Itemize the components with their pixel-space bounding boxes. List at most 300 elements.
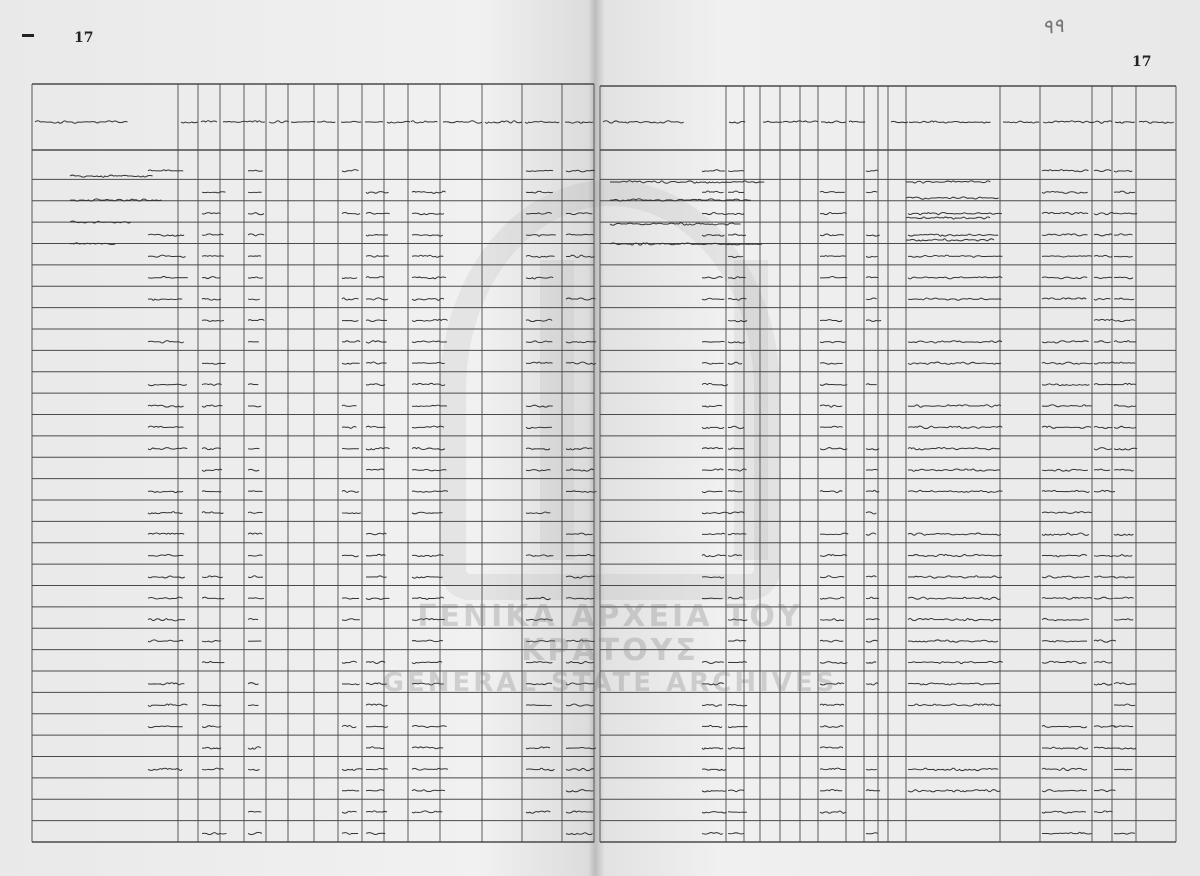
- handwritten-entry: [702, 812, 727, 813]
- handwritten-entry: [702, 725, 722, 727]
- handwritten-entry: [1094, 726, 1116, 728]
- handwritten-entry: [248, 299, 260, 300]
- handwritten-entry: [906, 197, 999, 199]
- handwritten-entry: [1042, 618, 1089, 620]
- handwritten-entry: [908, 298, 1001, 300]
- handwritten-entry: [1042, 790, 1087, 792]
- handwritten-entry: [412, 341, 447, 342]
- handwritten-entry: [148, 576, 185, 578]
- handwritten-entry: [866, 320, 881, 322]
- handwritten-entry: [1094, 448, 1112, 450]
- handwritten-entry: [820, 234, 844, 236]
- handwritten-entry: [342, 490, 359, 492]
- handwritten-entry: [366, 576, 387, 577]
- handwritten-entry: [908, 234, 998, 236]
- handwritten-entry: [728, 448, 744, 449]
- handwritten-entry: [908, 533, 1001, 535]
- handwritten-entry: [148, 512, 182, 514]
- handwritten-entry: [728, 748, 745, 749]
- handwritten-entry: [1114, 191, 1135, 193]
- handwritten-entry: [202, 641, 221, 643]
- handwritten-entry: [1114, 748, 1136, 749]
- handwritten-entry: [908, 362, 1001, 364]
- handwritten-entry: [603, 121, 684, 123]
- handwritten-entry: [526, 768, 554, 770]
- handwritten-entry: [866, 277, 878, 278]
- handwritten-entry: [1042, 811, 1086, 813]
- handwritten-entry: [366, 448, 390, 450]
- handwritten-entry: [728, 833, 744, 834]
- handwritten-entry: [412, 768, 448, 770]
- handwritten-entry: [342, 833, 358, 835]
- handwritten-entry: [1042, 469, 1088, 471]
- handwritten-entry: [1042, 725, 1087, 727]
- handwritten-entry: [728, 426, 744, 428]
- handwritten-entry: [342, 363, 360, 364]
- handwritten-entry: [702, 277, 723, 279]
- handwritten-entry: [566, 362, 596, 364]
- handwritten-entry: [566, 790, 593, 792]
- handwritten-entry: [820, 726, 843, 728]
- handwritten-entry: [728, 171, 744, 172]
- handwritten-entry: [148, 255, 185, 257]
- handwritten-entry: [248, 277, 263, 278]
- handwritten-entry: [366, 192, 389, 194]
- handwritten-entry: [248, 448, 259, 449]
- handwritten-entry: [148, 704, 187, 706]
- handwritten-entry: [412, 298, 444, 300]
- handwritten-entry: [702, 341, 724, 342]
- handwritten-entry: [566, 469, 594, 471]
- handwritten-entry: [202, 213, 221, 214]
- handwritten-entry: [866, 449, 879, 450]
- handwritten-entry: [728, 555, 742, 557]
- handwritten-entry: [1042, 490, 1089, 492]
- handwritten-entry: [1114, 534, 1133, 535]
- handwritten-entry: [909, 121, 991, 123]
- handwritten-entry: [526, 319, 552, 321]
- handwritten-entry: [248, 598, 264, 599]
- handwritten-entry: [866, 256, 877, 257]
- handwritten-entry: [820, 597, 844, 599]
- handwritten-entry: [1094, 661, 1112, 663]
- watermark-greek: ΓΕΝΙΚΑ ΑΡΧΕΙΑ ΤΟΥ ΚΡΑΤΟΥΣ: [417, 599, 803, 668]
- handwritten-entry: [1094, 213, 1114, 215]
- handwritten-entry: [1114, 298, 1134, 300]
- handwritten-entry: [1094, 683, 1112, 685]
- handwritten-entry: [1042, 747, 1088, 749]
- handwritten-entry: [248, 811, 261, 812]
- handwritten-entry: [248, 491, 263, 492]
- handwritten-entry: [148, 234, 184, 236]
- handwritten-entry: [908, 597, 1000, 599]
- handwritten-entry: [412, 213, 444, 215]
- handwritten-entry: [908, 640, 998, 642]
- handwritten-entry: [821, 121, 846, 123]
- handwritten-entry: [1095, 121, 1112, 123]
- handwritten-entry: [702, 405, 722, 407]
- handwritten-entry: [1094, 362, 1115, 364]
- handwritten-entry: [866, 384, 877, 385]
- handwritten-entry: [365, 122, 383, 123]
- handwritten-entry: [525, 121, 559, 123]
- handwritten-entry: [908, 683, 999, 685]
- handwritten-entry: [820, 790, 842, 791]
- handwritten-entry: [366, 811, 387, 812]
- handwritten-entry: [820, 704, 844, 705]
- handwritten-entry: [35, 121, 127, 123]
- handwritten-entry: [820, 256, 845, 257]
- handwritten-entry: [366, 747, 384, 749]
- handwritten-entry: [908, 469, 1000, 471]
- handwritten-entry: [1042, 191, 1088, 193]
- handwritten-entry: [566, 491, 596, 492]
- handwritten-entry: [366, 362, 387, 364]
- handwritten-entry: [148, 619, 185, 621]
- handwritten-entry: [526, 277, 553, 279]
- handwritten-entry: [1114, 213, 1137, 214]
- handwritten-entry: [366, 341, 386, 343]
- handwritten-entry: [820, 320, 842, 322]
- handwritten-entry: [366, 726, 388, 727]
- handwritten-entry: [526, 811, 550, 813]
- handwritten-entry: [248, 512, 263, 513]
- handwritten-entry: [1094, 319, 1114, 320]
- handwritten-entry: [566, 533, 593, 535]
- handwritten-entry: [1042, 554, 1087, 556]
- handwritten-entry: [526, 405, 553, 407]
- handwritten-entry: [411, 121, 437, 123]
- handwritten-entry: [1042, 362, 1093, 364]
- handwritten-entry: [1115, 122, 1135, 123]
- handwritten-entry: [1042, 298, 1086, 299]
- handwritten-entry: [1042, 170, 1088, 172]
- handwritten-entry: [728, 277, 746, 279]
- handwritten-entry: [202, 704, 221, 705]
- handwritten-entry: [866, 833, 878, 834]
- handwritten-entry: [820, 811, 845, 813]
- handwritten-entry: [1094, 556, 1114, 557]
- handwritten-entry: [1094, 640, 1116, 642]
- handwritten-entry: [908, 704, 1001, 706]
- handwritten-entry: [148, 726, 183, 728]
- handwritten-entry: [866, 298, 877, 300]
- handwritten-entry: [202, 277, 221, 279]
- handwritten-entry: [526, 512, 550, 514]
- handwritten-entry: [728, 213, 744, 214]
- handwritten-entry: [248, 319, 264, 320]
- handwritten-entry: [202, 256, 224, 257]
- handwritten-entry: [702, 235, 724, 237]
- left-page-number: 17: [74, 30, 94, 46]
- handwritten-entry: [202, 320, 224, 321]
- handwritten-entry: [526, 427, 552, 428]
- handwritten-entry: [1042, 341, 1089, 343]
- handwritten-entry: [820, 576, 844, 578]
- handwritten-entry: [148, 683, 184, 685]
- handwritten-entry: [366, 469, 384, 470]
- handwritten-entry: [820, 405, 842, 407]
- handwritten-entry: [702, 555, 726, 557]
- handwritten-entry: [526, 341, 552, 343]
- handwritten-entry: [526, 747, 550, 749]
- handwritten-entry: [366, 213, 390, 215]
- handwritten-entry: [1042, 384, 1089, 386]
- handwritten-entry: [728, 512, 744, 514]
- handwritten-entry: [202, 833, 226, 835]
- handwritten-entry: [1114, 320, 1135, 322]
- handwritten-entry: [908, 341, 1002, 343]
- handwritten-entry: [202, 363, 225, 364]
- handwritten-entry: [566, 747, 596, 748]
- handwritten-entry: [148, 299, 182, 300]
- handwritten-entry: [820, 426, 843, 427]
- handwritten-entry: [728, 790, 744, 792]
- handwritten-entry: [412, 512, 443, 514]
- handwritten-entry: [1094, 469, 1110, 470]
- handwritten-entry: [702, 748, 723, 749]
- handwritten-entry: [566, 811, 593, 813]
- handwritten-entry: [1114, 619, 1133, 620]
- handwritten-entry: [908, 576, 1002, 578]
- handwritten-entry: [702, 791, 726, 792]
- handwritten-entry: [908, 768, 998, 770]
- handwritten-entry: [342, 426, 356, 428]
- handwritten-entry: [610, 223, 741, 225]
- handwritten-entry: [1114, 405, 1136, 407]
- handwritten-entry: [906, 217, 990, 219]
- handwritten-entry: [908, 554, 1002, 556]
- handwritten-entry: [202, 405, 222, 407]
- handwritten-entry: [342, 790, 359, 791]
- pencil-annotation: ۹۹: [1040, 12, 1065, 40]
- handwritten-entry: [443, 121, 482, 123]
- handwritten-entry: [1094, 341, 1111, 343]
- handwritten-entry: [148, 448, 187, 450]
- handwritten-entry: [248, 555, 263, 556]
- handwritten-entry: [1042, 832, 1092, 834]
- handwritten-entry: [526, 191, 553, 193]
- handwritten-entry: [248, 683, 258, 685]
- handwritten-entry: [248, 618, 258, 619]
- handwritten-entry: [1042, 597, 1092, 599]
- handwritten-entry: [1042, 576, 1090, 578]
- handwritten-entry: [820, 276, 847, 277]
- handwritten-entry: [908, 790, 1000, 792]
- handwritten-entry: [70, 175, 153, 177]
- handwritten-entry: [908, 255, 1002, 257]
- handwritten-entry: [1042, 234, 1088, 236]
- handwritten-entry: [1139, 121, 1174, 123]
- handwritten-entry: [412, 811, 442, 813]
- handwritten-entry: [866, 597, 879, 599]
- handwritten-entry: [526, 256, 555, 258]
- handwritten-entry: [1114, 448, 1137, 450]
- handwritten-entry: [248, 832, 262, 834]
- handwritten-entry: [702, 383, 728, 385]
- handwritten-entry: [202, 491, 221, 492]
- handwritten-entry: [566, 704, 593, 706]
- handwritten-entry: [202, 726, 221, 728]
- handwritten-entry: [1094, 597, 1113, 599]
- handwritten-entry: [366, 554, 385, 555]
- handwritten-entry: [1114, 683, 1136, 685]
- handwritten-entry: [248, 384, 258, 385]
- handwritten-entry: [412, 747, 443, 749]
- handwritten-entry: [908, 426, 1002, 428]
- handwritten-entry: [412, 235, 443, 236]
- handwritten-entry: [366, 426, 385, 427]
- handwritten-entry: [908, 277, 1002, 279]
- handwritten-entry: [148, 597, 182, 599]
- handwritten-entry: [342, 598, 359, 599]
- handwritten-entry: [866, 191, 877, 192]
- handwritten-entry: [820, 533, 848, 535]
- handwritten-entry: [702, 469, 723, 470]
- handwritten-entry: [728, 491, 743, 492]
- handwritten-entry: [610, 181, 764, 183]
- handwritten-entry: [728, 191, 744, 192]
- handwritten-entry: [702, 427, 724, 428]
- handwritten-entry: [526, 555, 553, 556]
- handwritten-entry: [248, 705, 259, 706]
- handwritten-entry: [248, 533, 262, 534]
- handwritten-entry: [248, 769, 260, 770]
- handwritten-entry: [1042, 768, 1087, 770]
- handwritten-entry: [1094, 747, 1114, 748]
- handwritten-entry: [1114, 277, 1133, 279]
- handwritten-entry: [1042, 661, 1086, 663]
- handwritten-entry: [702, 512, 728, 514]
- handwritten-entry: [247, 121, 265, 122]
- handwritten-entry: [891, 121, 908, 122]
- handwritten-entry: [702, 577, 724, 578]
- handwritten-entry: [526, 170, 553, 171]
- handwritten-entry: [566, 170, 595, 172]
- handwritten-entry: [526, 470, 551, 471]
- handwritten-entry: [366, 298, 388, 300]
- handwritten-entry: [342, 320, 358, 321]
- handwritten-entry: [342, 769, 363, 771]
- handwritten-entry: [866, 170, 878, 171]
- handwritten-entry: [412, 469, 446, 471]
- handwritten-entry: [908, 212, 1002, 214]
- handwritten-entry: [820, 212, 847, 214]
- handwritten-entry: [729, 122, 745, 124]
- handwritten-entry: [1042, 212, 1088, 214]
- handwritten-entry: [1114, 256, 1133, 257]
- handwritten-entry: [728, 342, 745, 343]
- handwritten-entry: [342, 341, 360, 342]
- handwritten-entry: [248, 747, 261, 749]
- handwritten-entry: [202, 662, 224, 663]
- handwritten-entry: [566, 576, 595, 578]
- handwritten-entry: [202, 384, 222, 385]
- handwritten-entry: [366, 768, 388, 769]
- handwritten-entry: [1114, 362, 1135, 363]
- handwritten-entry: [906, 239, 994, 241]
- handwritten-entry: [202, 299, 221, 301]
- handwritten-entry: [248, 256, 261, 257]
- handwritten-entry: [342, 212, 360, 214]
- handwritten-entry: [248, 576, 263, 578]
- handwritten-entry: [342, 725, 356, 727]
- handwritten-entry: [412, 405, 447, 406]
- handwritten-entry: [412, 426, 444, 428]
- handwritten-entry: [1114, 577, 1135, 578]
- handwritten-entry: [1114, 833, 1135, 834]
- handwritten-entry: [202, 192, 225, 193]
- handwritten-entry: [1114, 171, 1132, 172]
- handwritten-entry: [1042, 426, 1091, 428]
- handwritten-entry: [526, 448, 550, 450]
- handwritten-entry: [728, 812, 747, 813]
- handwritten-entry: [566, 768, 594, 770]
- handwritten-entry: [566, 341, 596, 343]
- handwritten-entry: [526, 362, 553, 363]
- handwritten-entry: [248, 406, 261, 407]
- handwritten-entry: [148, 533, 184, 534]
- watermark-english: GENERAL STATE ARCHIVES: [382, 668, 838, 698]
- handwritten-entry: [1114, 704, 1135, 706]
- handwritten-entry: [248, 469, 259, 471]
- handwritten-entry: [820, 555, 847, 557]
- handwritten-entry: [412, 319, 448, 321]
- handwritten-entry: [366, 277, 384, 278]
- handwritten-entry: [248, 170, 263, 171]
- handwritten-entry: [366, 533, 386, 535]
- handwritten-entry: [269, 121, 289, 123]
- handwritten-entry: [908, 405, 1001, 407]
- handwritten-entry: [908, 661, 1003, 663]
- handwritten-entry: [202, 448, 221, 450]
- handwritten-entry: [387, 121, 410, 123]
- handwritten-entry: [728, 362, 742, 364]
- handwritten-entry: [412, 726, 447, 728]
- handwritten-entry: [148, 768, 182, 770]
- handwritten-entry: [342, 811, 357, 813]
- handwritten-entry: [1042, 277, 1087, 279]
- handwritten-entry: [181, 122, 197, 123]
- handwritten-entry: [412, 191, 446, 193]
- handwritten-entry: [1114, 469, 1134, 471]
- handwritten-entry: [702, 191, 724, 193]
- handwritten-entry: [849, 121, 865, 122]
- handwritten-entry: [412, 577, 443, 579]
- handwritten-entry: [1114, 426, 1136, 428]
- handwritten-entry: [366, 384, 385, 386]
- handwritten-entry: [728, 234, 746, 236]
- handwritten-entry: [366, 256, 389, 257]
- handwritten-entry: [566, 298, 595, 300]
- handwritten-entry: [866, 576, 876, 577]
- handwritten-entry: [702, 298, 724, 300]
- handwritten-entry: [1042, 256, 1092, 257]
- handwritten-entry: [866, 469, 878, 470]
- handwritten-entry: [1094, 277, 1112, 278]
- handwritten-entry: [866, 490, 879, 492]
- archive-watermark: [330, 600, 890, 698]
- handwritten-entry: [1094, 170, 1111, 172]
- handwritten-entry: [820, 768, 846, 770]
- handwritten-entry: [1114, 234, 1132, 235]
- handwritten-entry: [908, 618, 1001, 620]
- handwritten-entry: [342, 555, 359, 557]
- handwritten-entry: [1094, 384, 1117, 385]
- handwritten-entry: [412, 277, 446, 279]
- handwritten-entry: [702, 212, 729, 214]
- handwritten-entry: [1114, 597, 1134, 598]
